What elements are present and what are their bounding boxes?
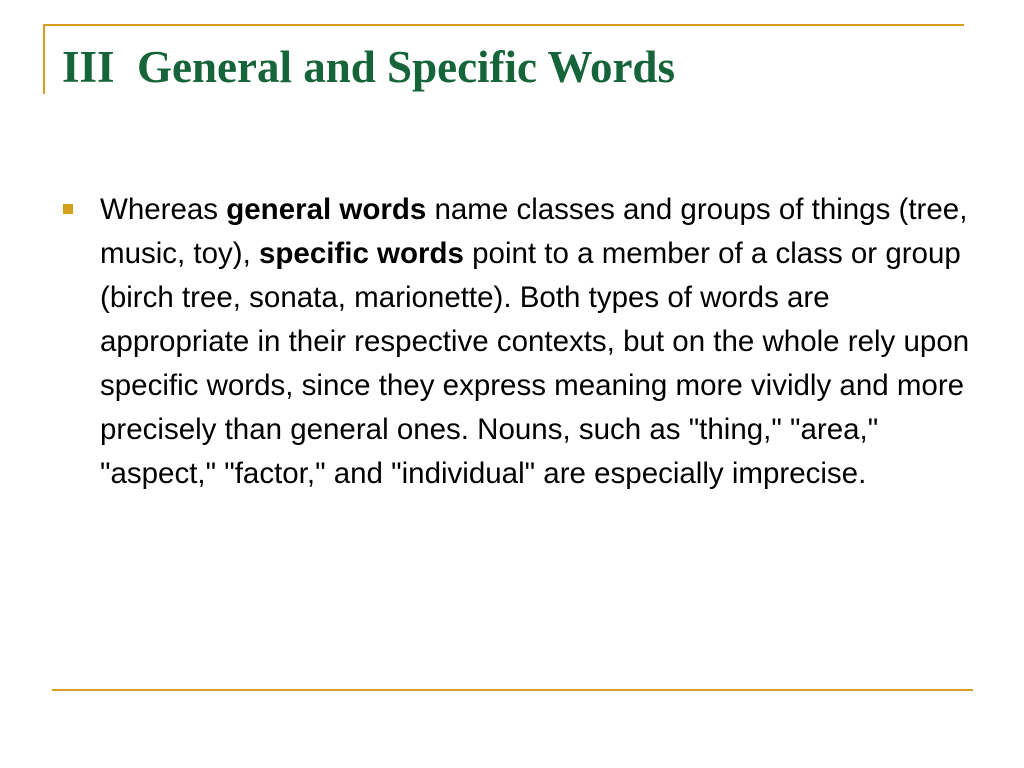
bold-term-general-words: general words [226,193,427,226]
slide-title: III General and Specific Words [62,42,675,92]
bullet-text-segment: Whereas [100,193,227,226]
bottom-divider [52,689,973,691]
bullet-text-segment: name classes and groups of things (tree, music, toy), [100,193,968,270]
bold-term-specific-words: specific words [259,237,464,270]
bullet-list [62,188,977,496]
bullet-text-segment: point to a member of a class or group (birch tree, sonata, marionette). Both types of words are appropriate in their respective contexts, but on the whole rely upon specific words, since they express meaning more vividly and more precisely than general ones. Nouns, such as "thing," "area," "aspect," "factor," and "individual" are especially imprecise. [100,237,970,490]
square-bullet-icon [63,204,73,214]
bullet-text [100,188,977,496]
bullet-item [62,188,977,496]
